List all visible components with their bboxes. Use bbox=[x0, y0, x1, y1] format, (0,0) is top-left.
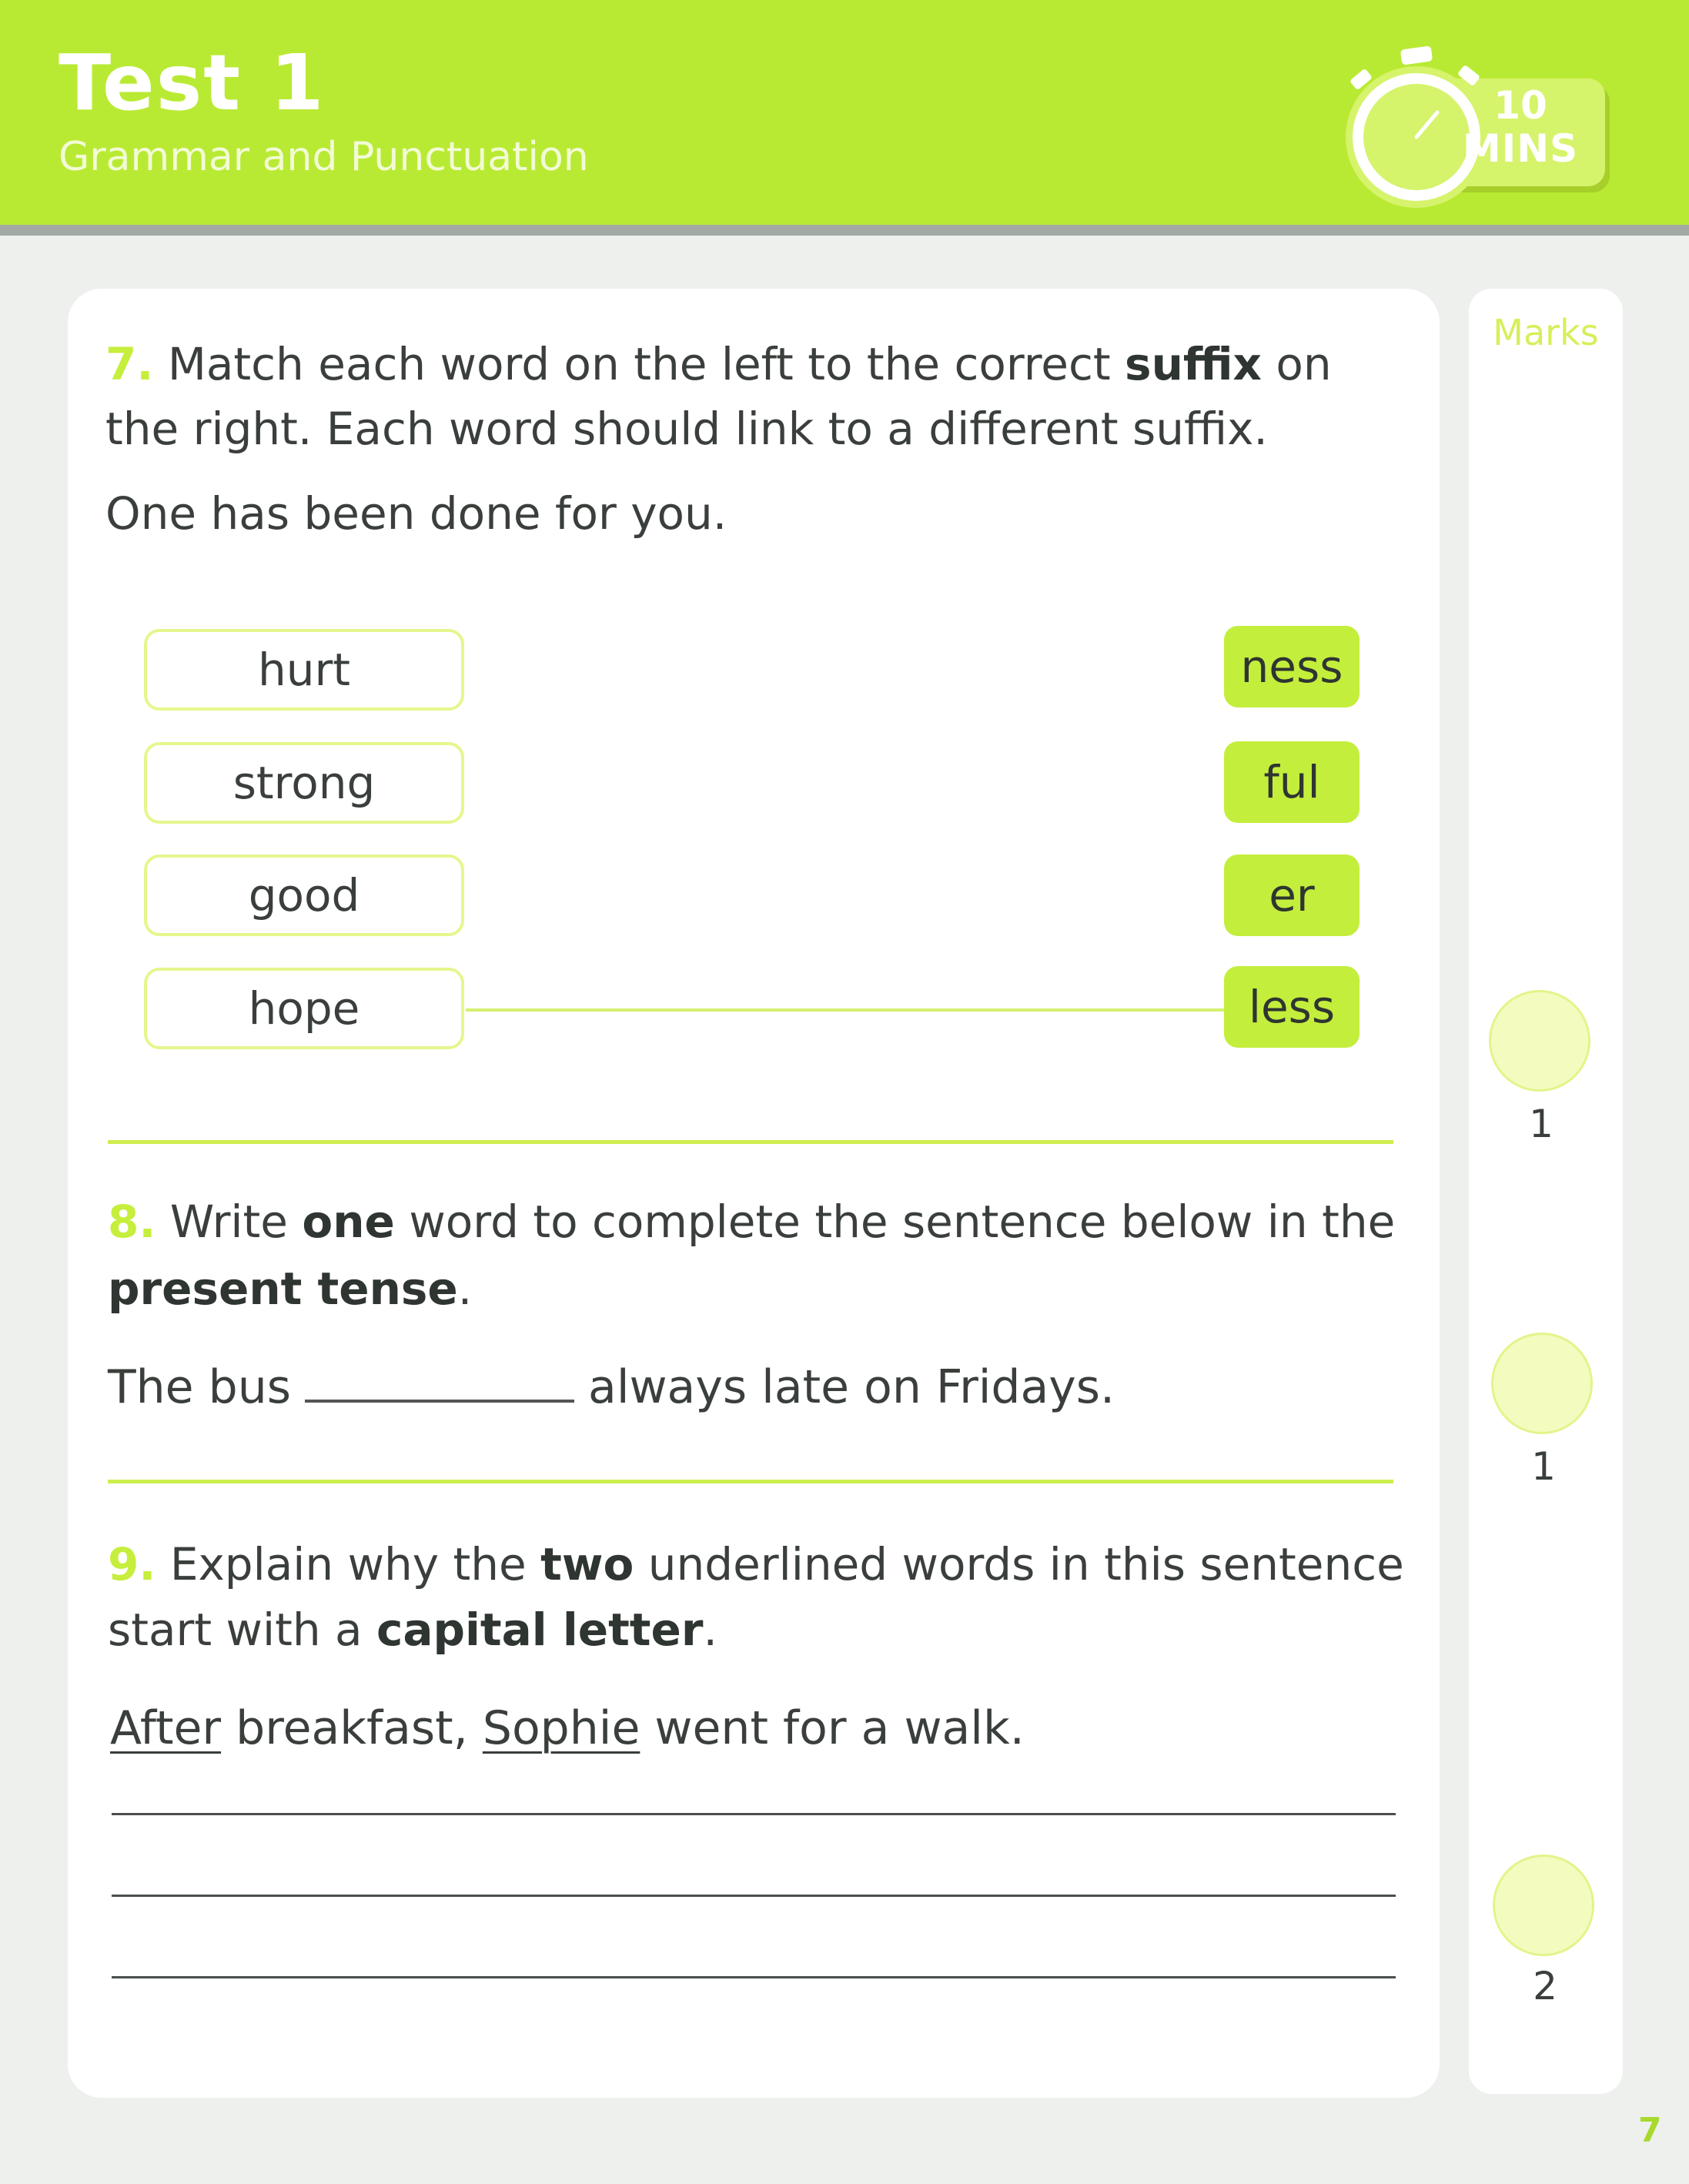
timer-unit: MINS bbox=[1462, 126, 1579, 171]
q8-sentence-end: always late on Fridays. bbox=[588, 1360, 1115, 1414]
timer-badge bbox=[1328, 31, 1613, 216]
q9-instruction-line1 bbox=[108, 1538, 1404, 1590]
q8-answer-blank[interactable] bbox=[305, 1400, 574, 1403]
underlined-word-after: After bbox=[110, 1701, 222, 1755]
q7-text: Match each word on the left to the correct bbox=[167, 338, 1125, 390]
q9-sentence bbox=[110, 1701, 1025, 1755]
q8-mark-value: 1 bbox=[1531, 1444, 1556, 1489]
q8-sentence bbox=[108, 1360, 1115, 1414]
suffix-tag-ness[interactable]: ness bbox=[1224, 626, 1360, 707]
q7-text-end: on bbox=[1261, 338, 1332, 390]
page-title: Test 1 bbox=[59, 38, 326, 128]
q9-bold-capital-letter: capital letter bbox=[376, 1604, 704, 1656]
q8-bold-present-tense: present tense bbox=[108, 1263, 458, 1315]
q9-sentence-mid: breakfast, bbox=[221, 1701, 483, 1755]
q9-mark-value: 2 bbox=[1533, 1964, 1557, 2008]
word-box-good[interactable]: good bbox=[144, 855, 464, 936]
question-card bbox=[68, 289, 1440, 2098]
q7-instruction-line2: the right. Each word should link to a different suffix. bbox=[105, 403, 1268, 455]
q8-text-end: word to complete the sentence below in the bbox=[394, 1196, 1396, 1248]
suffix-tag-ful[interactable]: ful bbox=[1224, 741, 1360, 823]
underlined-word-sophie: Sophie bbox=[482, 1701, 640, 1755]
example-link-line bbox=[466, 1008, 1224, 1012]
q7-mark-circle[interactable] bbox=[1489, 990, 1590, 1092]
q8-text: Write bbox=[169, 1196, 303, 1248]
answer-line-3[interactable] bbox=[112, 1976, 1396, 1978]
q7-mark-value: 1 bbox=[1529, 1102, 1554, 1146]
q9-text: Explain why the bbox=[169, 1538, 541, 1590]
answer-line-1[interactable] bbox=[112, 1813, 1396, 1815]
word-box-strong[interactable]: strong bbox=[144, 742, 464, 824]
answer-line-2[interactable] bbox=[112, 1895, 1396, 1897]
q9-number: 9. bbox=[108, 1538, 156, 1590]
q9-sentence-end: went for a walk. bbox=[640, 1701, 1025, 1755]
q9-mark-circle[interactable] bbox=[1493, 1855, 1594, 1956]
q8-instruction-line1 bbox=[108, 1196, 1396, 1248]
timer-value: 10 bbox=[1493, 83, 1547, 128]
q8-number: 8. bbox=[108, 1196, 156, 1248]
q9-instruction-line2 bbox=[108, 1604, 717, 1656]
q8-sentence-start: The bus bbox=[108, 1360, 292, 1414]
page-subtitle: Grammar and Punctuation bbox=[59, 134, 589, 180]
word-box-hurt[interactable]: hurt bbox=[144, 629, 464, 711]
marks-column bbox=[1469, 289, 1623, 2094]
marks-label: Marks bbox=[1493, 312, 1599, 353]
page-number: 7 bbox=[1638, 2111, 1662, 2150]
suffix-tag-less[interactable]: less bbox=[1224, 966, 1360, 1048]
q7-number: 7. bbox=[105, 338, 154, 390]
suffix-tag-er[interactable]: er bbox=[1224, 855, 1360, 936]
q9-bold-two: two bbox=[540, 1538, 634, 1590]
q8-period: . bbox=[457, 1263, 473, 1315]
q9-text2: start with a bbox=[108, 1604, 376, 1656]
q9-period: . bbox=[703, 1604, 717, 1656]
q8-mark-circle[interactable] bbox=[1491, 1333, 1593, 1434]
word-box-hope[interactable]: hope bbox=[144, 968, 464, 1049]
q8-instruction-line2 bbox=[108, 1263, 473, 1315]
q7-bold-suffix: suffix bbox=[1125, 338, 1262, 390]
q7-instruction-line1 bbox=[105, 338, 1332, 390]
q7-instruction-line3: One has been done for you. bbox=[105, 487, 727, 540]
q9-text-end: underlined words in this sentence bbox=[634, 1538, 1404, 1590]
question-divider bbox=[108, 1140, 1393, 1144]
question-divider bbox=[108, 1480, 1393, 1483]
q8-bold-one: one bbox=[302, 1196, 395, 1248]
header-banner bbox=[0, 0, 1689, 236]
